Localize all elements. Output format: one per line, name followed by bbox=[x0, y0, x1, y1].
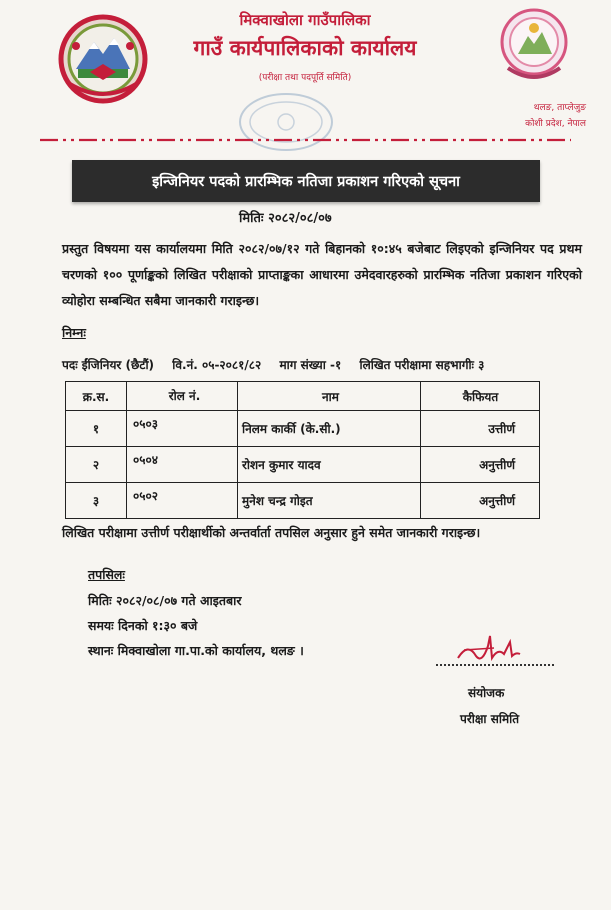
notice-title-banner: इन्जिनियर पदको प्रारम्भिक नतिजा प्रकाशन गरिएको सूचना bbox=[72, 160, 540, 202]
notice-date: मितिः २०८२/०८/०७ bbox=[239, 211, 332, 226]
cell-remarks: अनुत्तीर्ण bbox=[421, 483, 540, 519]
signature-icon bbox=[454, 628, 524, 668]
demand-count: माग संख्या -१ bbox=[279, 358, 342, 372]
header-roll: रोल नं. bbox=[127, 382, 238, 411]
signature-line bbox=[436, 664, 554, 666]
participants-count: लिखित परीक्षामा सहभागीः ३ bbox=[359, 358, 485, 372]
cell-remarks: उत्तीर्ण bbox=[421, 411, 540, 447]
post-name: पदः ईंजिनियर (छैटौं) bbox=[62, 358, 155, 372]
schedule-time: समयः दिनको १:३० बजे bbox=[88, 618, 198, 633]
office-address bbox=[486, 100, 586, 132]
cell-name: निलम कार्की (के.सी.) bbox=[238, 411, 421, 447]
cell-serial: ३ bbox=[66, 483, 127, 519]
nimna-label: निम्नः bbox=[62, 325, 86, 340]
schedule-title: तपसिलः bbox=[88, 567, 125, 582]
cell-roll: ०५०३ bbox=[127, 411, 238, 447]
notice-body: प्रस्तुत विषयमा यस कार्यालयमा मिति २०८२/०७/१२ गते बिहानको १०:४५ बजेबाट लिइएको इन्जिनियर पद प्रथम चरणको १०० पूर्णाङ्कको लिखित परीक्षाको प्राप्ताङ्कका आधारमा उमेदवारहरुको प्रारम्भिक नतिजा प्रकाशन गरिएको व्योहोरा सम्बन्धित सबैमा जानकारी गराइन्छ। bbox=[62, 241, 582, 308]
address-line-1: थलङ, ताप्लेजुङ bbox=[533, 103, 586, 113]
gaupalika-name: मिक्वाखोला गाउँपालिका bbox=[239, 11, 371, 29]
cell-name: मुनेश चन्द्र गोइत bbox=[238, 483, 421, 519]
cell-remarks: अनुत्तीर्ण bbox=[421, 447, 540, 483]
table-row bbox=[66, 447, 540, 483]
interview-note: लिखित परीक्षामा उत्तीर्ण परीक्षार्थीको अन्तर्वार्ता तपसिल अनुसार हुने समेत जानकारी गराइन्छ। bbox=[62, 525, 481, 540]
advertisement-number: वि.नं. ०५-२०८१/८२ bbox=[172, 358, 262, 372]
cell-name: रोशन कुमार यादव bbox=[238, 447, 421, 483]
header-serial: क्र.स. bbox=[66, 382, 127, 411]
table-row bbox=[66, 483, 540, 519]
header-divider bbox=[40, 138, 571, 142]
cell-serial: १ bbox=[66, 411, 127, 447]
office-name: गाउँ कार्यपालिकाको कार्यालय bbox=[193, 36, 417, 60]
schedule-place: स्थानः मिक्वाखोला गा.पा.को कार्यालय, थलङ । bbox=[88, 643, 304, 658]
cell-roll: ०५०४ bbox=[127, 447, 238, 483]
municipality-logo-icon bbox=[494, 6, 574, 82]
header-remarks: कैफियत bbox=[421, 382, 540, 411]
address-line-2: कोशी प्रदेश, नेपाल bbox=[525, 119, 586, 129]
table-header-row bbox=[66, 382, 540, 411]
post-info-line bbox=[62, 356, 592, 373]
committee-name: (परीक्षा तथा पदपूर्ति समिति) bbox=[258, 73, 352, 83]
signatory-body: परीक्षा समिति bbox=[460, 712, 520, 726]
cell-serial: २ bbox=[66, 447, 127, 483]
office-stamp-icon bbox=[236, 90, 336, 154]
signatory-role: संयोजक bbox=[468, 686, 505, 700]
results-table bbox=[65, 381, 540, 519]
table-row bbox=[66, 411, 540, 447]
nepal-emblem-icon bbox=[56, 14, 150, 104]
header-title-block bbox=[170, 10, 440, 83]
cell-roll: ०५०२ bbox=[127, 483, 238, 519]
schedule-date: मितिः २०८२/०८/०७ गते आइतबार bbox=[88, 593, 242, 608]
header-name: नाम bbox=[238, 382, 421, 411]
